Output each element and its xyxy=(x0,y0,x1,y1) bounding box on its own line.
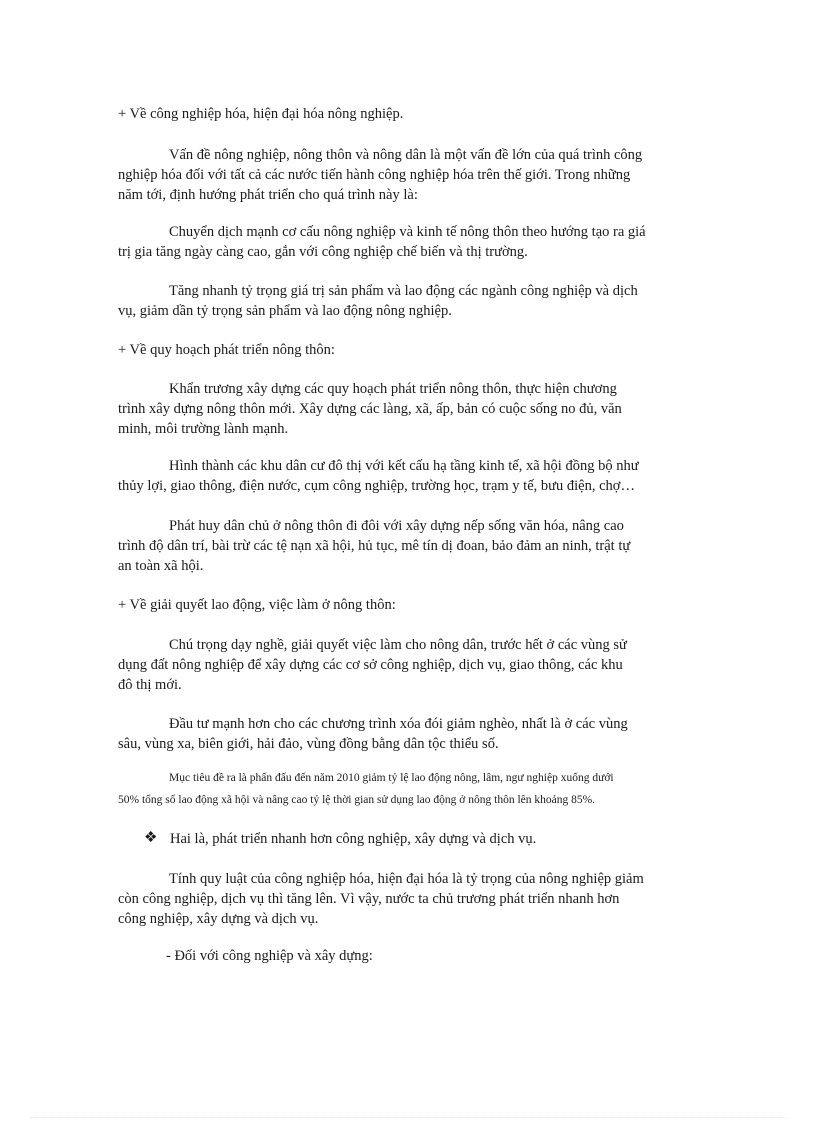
paragraph-van-de-nong-nghiep xyxy=(118,145,642,205)
heading-quy-hoach xyxy=(118,340,335,360)
text-line: Tăng nhanh tỷ trọng giá trị sản phẩm và lao động các ngành công nghiệp và dịch xyxy=(169,283,638,299)
text-line: an toàn xã hội. xyxy=(118,558,204,574)
heading-giai-quyet-lao-dong xyxy=(118,595,396,615)
text-line: + Về công nghiệp hóa, hiện đại hóa nông nghiệp. xyxy=(118,106,404,122)
paragraph-khan-truong xyxy=(118,379,622,439)
paragraph-chu-trong xyxy=(118,635,627,695)
paragraph-hinh-thanh xyxy=(118,456,639,496)
text-line: Đầu tư mạnh hơn cho các chương trình xóa đói giảm nghèo, nhất là ở các vùng xyxy=(169,716,628,732)
paragraph-phat-huy xyxy=(118,516,630,576)
text-line: - Đối với công nghiệp và xây dựng: xyxy=(166,948,373,964)
text-line: dụng đất nông nghiệp để xây dựng các cơ sở công nghiệp, dịch vụ, giao thông, các khu xyxy=(118,657,623,673)
text-line: Phát huy dân chủ ở nông thôn đi đôi với xây dựng nếp sống văn hóa, nâng cao xyxy=(169,518,624,534)
bullet-hai-la xyxy=(170,829,536,849)
text-line: sâu, vùng xa, biên giới, hải đảo, vùng đồng bằng dân tộc thiểu số. xyxy=(118,736,499,752)
page-bottom-edge xyxy=(30,1117,786,1118)
paragraph-tinh-quy-luat xyxy=(118,869,644,929)
text-line: trình xây dựng nông thôn mới. Xây dựng các làng, xã, ấp, bản có cuộc sống no đủ, văn xyxy=(118,401,622,417)
paragraph-tang-nhanh xyxy=(118,281,638,321)
heading-cong-nghiep-hoa xyxy=(118,104,403,124)
text-line: nghiệp hóa đối với tất cả các nước tiến hành công nghiệp hóa trên thế giới. Trong những xyxy=(118,167,631,183)
text-line: Khẩn trương xây dựng các quy hoạch phát triển nông thôn, thực hiện chương xyxy=(169,381,617,397)
text-line: trình độ dân trí, bài trừ các tệ nạn xã hội, hủ tục, mê tín dị đoan, bảo đảm an ninh, trật tự xyxy=(118,538,631,554)
text-line: + Về giải quyết lao động, việc làm ở nông thôn: xyxy=(118,597,396,613)
text-line: Hai là, phát triển nhanh hơn công nghiệp, xây dựng và dịch vụ. xyxy=(170,831,537,847)
text-line: còn công nghiệp, dịch vụ thì tăng lên. Vì vậy, nước ta chủ trương phát triển nhanh hơn xyxy=(118,891,620,907)
paragraph-chuyen-dich xyxy=(118,222,646,262)
text-line: Chuyển dịch mạnh cơ cấu nông nghiệp và kinh tế nông thôn theo hướng tạo ra giá xyxy=(169,224,646,240)
text-line: 50% tổng số lao động xã hội và nâng cao tỷ lệ thời gian sử dụng lao động ở nông thôn lên khoảng 85%. xyxy=(118,794,596,806)
text-line: Mục tiêu đề ra là phấn đấu đến năm 2010 giảm tỷ lệ lao động nông, lâm, ngư nghiệp xuống dưới xyxy=(169,772,614,784)
text-line: vụ, giảm dần tỷ trọng sản phẩm và lao động nông nghiệp. xyxy=(118,303,452,319)
paragraph-muc-tieu xyxy=(118,767,614,811)
text-line: Vấn đề nông nghiệp, nông thôn và nông dân là một vấn đề lớn của quá trình công xyxy=(169,147,643,163)
four-diamond-bullet-icon: ❖ xyxy=(144,830,158,846)
text-line: thủy lợi, giao thông, điện nước, cụm công nghiệp, trường học, trạm y tế, bưu điện, chợ… xyxy=(118,478,635,494)
text-line: Hình thành các khu dân cư đô thị với kết cấu hạ tầng kinh tế, xã hội đồng bộ như xyxy=(169,458,639,474)
text-line: Tính quy luật của công nghiệp hóa, hiện đại hóa là tỷ trọng của nông nghiệp giảm xyxy=(169,871,644,887)
paragraph-dau-tu xyxy=(118,714,628,754)
heading-doi-voi-cong-nghiep xyxy=(166,946,373,966)
text-line: Chú trọng dạy nghề, giải quyết việc làm cho nông dân, trước hết ở các vùng sử xyxy=(169,637,627,653)
text-line: đô thị mới. xyxy=(118,677,182,693)
text-line: trị gia tăng ngày càng cao, gắn với công nghiệp chế biến và thị trường. xyxy=(118,244,528,260)
text-line: minh, môi trường lành mạnh. xyxy=(118,421,289,437)
text-line: năm tới, định hướng phát triển cho quá trình này là: xyxy=(118,187,418,203)
text-line: + Về quy hoạch phát triển nông thôn: xyxy=(118,342,335,358)
text-line: công nghiệp, xây dựng và dịch vụ. xyxy=(118,911,319,927)
